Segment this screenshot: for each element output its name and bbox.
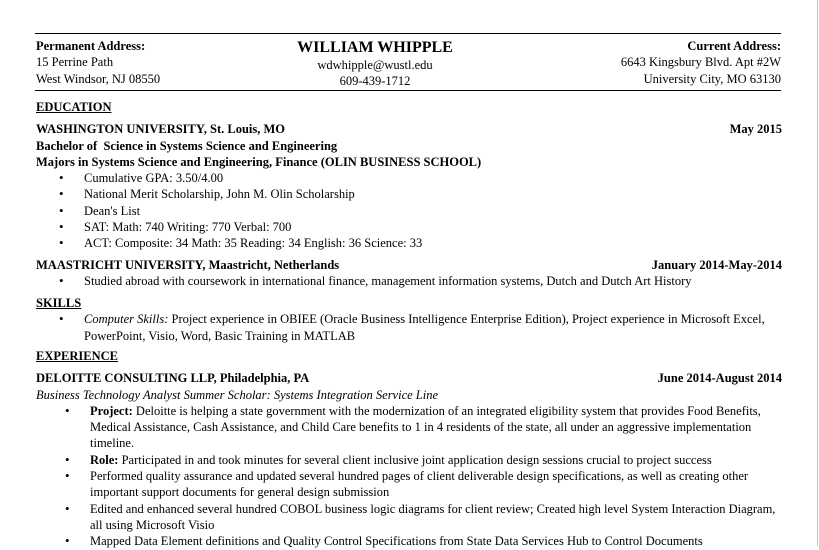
list-item: • SAT: Math: 740 Writing: 770 Verbal: 700 <box>36 219 782 235</box>
wustl-majors: Majors in Systems Science and Engineering, Finance (OLIN BUSINESS SCHOOL) <box>36 154 482 169</box>
deloitte-bullet-list <box>36 403 782 550</box>
project-label: Project: <box>90 403 133 418</box>
list-item: • Dean's List <box>36 203 782 219</box>
list-item: • Mapped Data Element definitions and Quality Control Specifications from State Data Services Hub to Control Documents <box>36 533 782 549</box>
page-edge <box>817 0 818 546</box>
maastricht-row <box>36 257 782 273</box>
wustl-bullet-list <box>36 170 782 251</box>
current-address-block <box>521 38 781 87</box>
header-top-rule <box>35 33 781 34</box>
permanent-address-line1: 15 Perrine Path <box>36 55 114 70</box>
phone-text: 609-439-1712 <box>339 74 411 89</box>
deloitte-company: DELOITTE CONSULTING LLP, Philadelphia, PA <box>36 371 310 386</box>
list-item: • Performed quality assurance and updated several hundred pages of client deliverable design specifications, as well as creating other important support documents for general design submission <box>36 468 782 501</box>
list-item <box>36 311 782 344</box>
deloitte-date: June 2014-August 2014 <box>657 371 782 386</box>
skills-heading: SKILLS <box>36 296 82 310</box>
contact-block <box>230 38 520 90</box>
maastricht-date: January 2014-May-2014 <box>651 257 782 272</box>
skills-section <box>36 295 782 344</box>
maastricht-bullet-list <box>36 273 782 289</box>
experience-heading: EXPERIENCE <box>36 349 118 363</box>
permanent-address-block <box>36 38 256 87</box>
role-label: Role: <box>90 452 119 467</box>
education-heading: EDUCATION <box>36 100 112 114</box>
list-item: • Cumulative GPA: 3.50/4.00 <box>36 170 782 186</box>
list-item: • ACT: Composite: 34 Math: 35 Reading: 34 English: 36 Science: 33 <box>36 235 782 251</box>
email-text: wdwhipple@wustl.edu <box>317 58 433 72</box>
deloitte-role: Business Technology Analyst Summer Scholar: Systems Integration Service Line <box>36 387 439 402</box>
computer-skills-text: Project experience in OBIEE (Oracle Business Intelligence Enterprise Edition), Project experience in Microsoft Excel, PowerPoint, Visio, Word, Basic Training in MATLAB <box>84 312 765 343</box>
deloitte-row <box>36 370 782 386</box>
current-address-line1: 6643 Kingsbury Blvd. Apt #2W <box>620 55 781 70</box>
wustl-school: WASHINGTON UNIVERSITY, St. Louis, MO <box>36 122 286 137</box>
permanent-address-line2: West Windsor, NJ 08550 <box>36 71 161 86</box>
current-address-line2: University City, MO 63130 <box>643 71 781 86</box>
permanent-address-label: Permanent Address: <box>36 39 146 53</box>
computer-skills-label: Computer Skills: <box>84 312 169 327</box>
skills-bullet-list <box>36 311 782 344</box>
role-text: Participated in and took minutes for several client inclusive joint application design sessions crucial to project success <box>118 452 712 467</box>
education-section <box>36 99 782 289</box>
list-item: • Edited and enhanced several hundred COBOL business logic diagrams for client review; Created high level System Interaction Diagram, all using Microsoft Visio <box>36 501 782 534</box>
candidate-name: WILLIAM WHIPPLE <box>297 39 453 56</box>
experience-section <box>36 348 782 550</box>
list-item <box>36 403 782 452</box>
maastricht-school: MAASTRICHT UNIVERSITY, Maastricht, Netherlands <box>36 257 340 272</box>
project-text: Deloitte is helping a state government with the modernization of an integrated eligibility system that provides Food Benefits, Medical Assistance, Cash Assistance, and Child Care benefits to 1 in 4 residents of the state, all under an aggressive implementation timeline. <box>90 403 761 451</box>
list-item: • Studied abroad with coursework in international finance, management information systems, Dutch and Dutch Art History <box>36 273 782 289</box>
wustl-row <box>36 121 782 137</box>
header-bottom-rule <box>35 90 781 91</box>
list-item <box>36 452 782 468</box>
wustl-degree: Bachelor of Science in Systems Science and Engineering <box>36 138 338 153</box>
list-item: • National Merit Scholarship, John M. Olin Scholarship <box>36 186 782 202</box>
wustl-date: May 2015 <box>729 122 782 137</box>
current-address-label: Current Address: <box>687 39 781 53</box>
